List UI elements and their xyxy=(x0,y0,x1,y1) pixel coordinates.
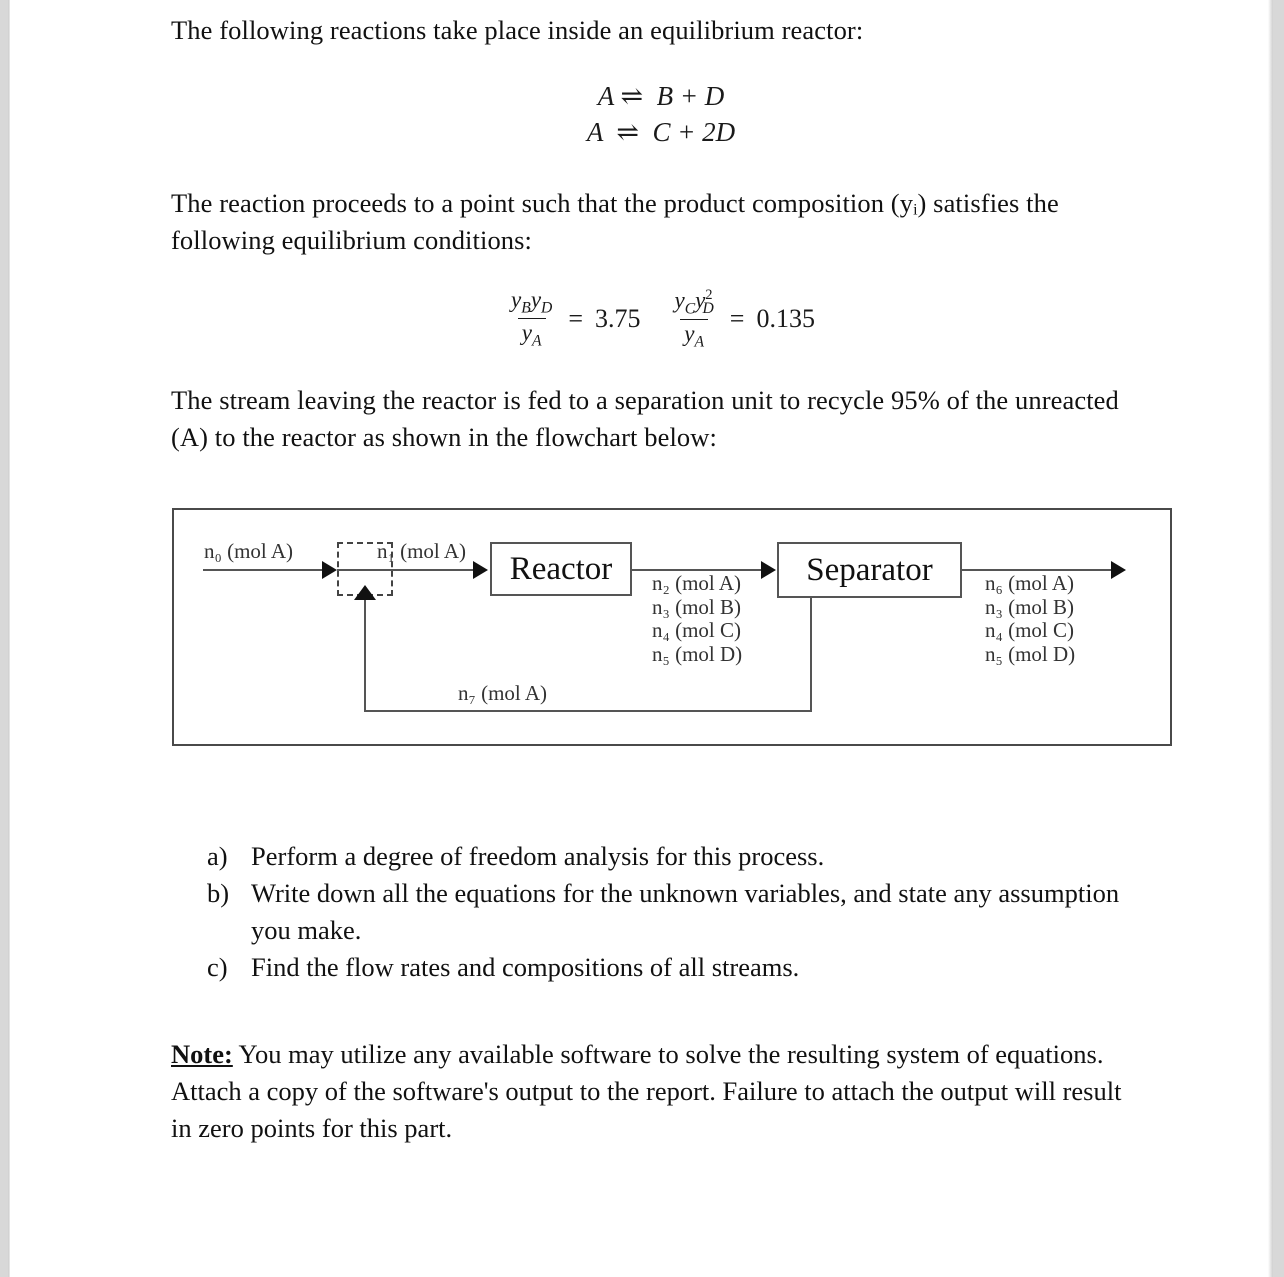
stream-label-n6: n₆ (mol A) xyxy=(985,571,1074,595)
question-marker-b: b) xyxy=(207,878,230,908)
equilibrium-conditions xyxy=(161,288,1161,351)
note-label: Note: xyxy=(171,1039,233,1069)
paragraph-separation-unit: The stream leaving the reactor is fed to a separation unit to recycle 95% of the unreacted (A) to the reactor as shown in the flowchart below: xyxy=(171,385,1119,452)
stream-label-n5-product: n₅ (mol D) xyxy=(985,641,1076,666)
stream-labels-product-outlet xyxy=(985,572,1075,666)
unit-separator-label: Separator xyxy=(806,551,933,588)
paragraph-product-composition: The reaction proceeds to a point such that the product composition (yᵢ) satisfies the following equilibrium conditions: xyxy=(171,188,1059,255)
stream-label-n3-product: n₃ (mol B) xyxy=(985,594,1074,619)
question-item-c xyxy=(207,949,1142,986)
unit-reactor-label: Reactor xyxy=(509,550,613,587)
fraction-2 xyxy=(671,288,718,351)
recycle-arrowhead xyxy=(354,585,376,600)
reaction-equations xyxy=(161,78,1161,150)
intro-paragraph: The following reactions take place inside an equilibrium reactor: xyxy=(171,15,864,45)
fraction-1-denominator: $y_A$ xyxy=(518,318,546,350)
reaction-equation-2: A ⇌ C + 2D xyxy=(586,117,736,147)
unit-reactor[interactable] xyxy=(490,542,632,596)
question-item-a xyxy=(207,838,1142,875)
equilibrium-value-2: 0.135 xyxy=(756,304,815,334)
reactor-outlet-arrowhead xyxy=(761,561,776,579)
stream-label-n0: n₀ (mol A) xyxy=(204,539,293,563)
equals-sign-1: = xyxy=(568,304,583,334)
unit-separator[interactable] xyxy=(777,542,962,598)
stream-label-n5: n₅ (mol D) xyxy=(652,641,743,666)
question-text-c: Find the flow rates and compositions of all streams. xyxy=(251,952,800,982)
question-text-a: Perform a degree of freedom analysis for this process. xyxy=(251,841,825,871)
equals-sign-2: = xyxy=(729,304,745,334)
note-block xyxy=(171,1036,1126,1147)
mixed-stream-arrowhead xyxy=(473,561,488,579)
equilibrium-expression-1 xyxy=(507,288,640,350)
equilibrium-value-1: 3.75 xyxy=(595,304,641,334)
recycle-line-up xyxy=(364,598,366,712)
product-outlet-arrowhead xyxy=(1111,561,1126,579)
stream-labels-reactor-outlet xyxy=(652,572,742,666)
feed-stream-line xyxy=(203,569,323,571)
question-marker-a: a) xyxy=(207,841,228,871)
mixed-stream-line xyxy=(337,569,473,571)
question-marker-c: c) xyxy=(207,952,228,982)
stream-label-n3: n₃ (mol B) xyxy=(652,594,741,619)
document-page xyxy=(10,0,1272,1277)
recycle-line-down xyxy=(810,598,812,712)
question-text-b: Write down all the equations for the unknown variables, and state any assumption you make. xyxy=(251,878,1120,945)
page-right-edge-shadow xyxy=(1268,0,1273,1277)
stream-label-n2: n₂ (mol A) xyxy=(652,571,741,595)
reaction-equation-1: A ⇌ B + D xyxy=(597,81,725,111)
fraction-2-numerator: $y_Cy^2_D$ xyxy=(674,287,714,318)
stream-label-n4: n₄ (mol C) xyxy=(652,618,741,642)
stream-label-n4-product: n₄ (mol C) xyxy=(985,618,1074,642)
equilibrium-expression-2 xyxy=(671,288,815,351)
question-item-b xyxy=(207,875,1142,949)
note-text: You may utilize any available software to solve the resulting system of equations. Attach a copy of the software's output to the report. Failure to attach the output will result in zero points for this part. xyxy=(171,1039,1122,1143)
fraction-1-numerator: $y_By_D$ xyxy=(511,287,553,317)
fraction-1 xyxy=(507,288,556,350)
fraction-2-denominator: $y_A$ xyxy=(680,319,708,351)
feed-stream-arrowhead xyxy=(322,561,337,579)
flowchart-canvas xyxy=(174,510,1170,744)
question-list xyxy=(207,838,1142,986)
recycle-line-horizontal xyxy=(364,710,812,712)
stream-label-n1: n₁ (mol A) xyxy=(377,539,466,563)
process-flowchart xyxy=(172,508,1172,746)
stream-label-n7: n₇ (mol A) xyxy=(458,681,547,705)
